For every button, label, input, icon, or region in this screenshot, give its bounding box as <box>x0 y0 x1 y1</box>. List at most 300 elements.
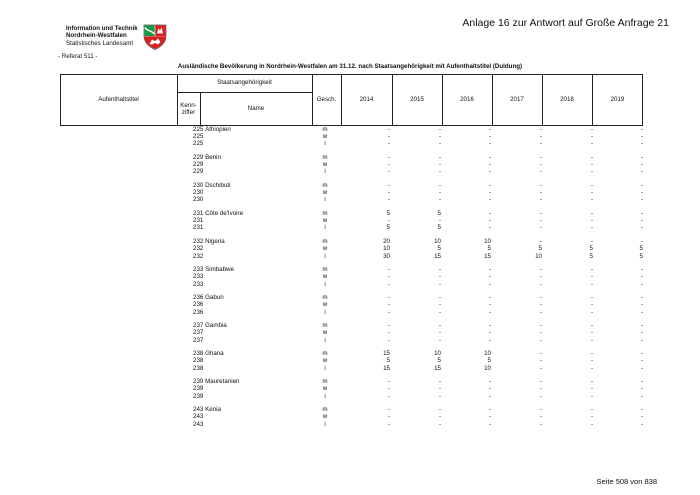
value-cell-2018: - <box>590 364 593 372</box>
col-year-2017: 2017 <box>510 96 524 104</box>
country-code: 236 <box>193 293 204 301</box>
value-cell-2019: - <box>640 357 643 365</box>
value-cell-2014: - <box>387 153 390 161</box>
col-staatsangehoerigkeit: Staatsangehörigkeit <box>217 79 272 87</box>
value-cell-2014: - <box>387 125 390 133</box>
country-code: 231 <box>193 217 204 225</box>
value-cell-2015: 15 <box>434 364 441 372</box>
value-cell-2019: - <box>640 196 643 204</box>
value-cell-2017: - <box>539 189 542 196</box>
col-year-2015: 2015 <box>410 96 424 104</box>
country-code-name <box>193 154 221 161</box>
table-row <box>0 210 700 217</box>
table-row <box>0 217 700 224</box>
value-cell-2015: - <box>438 140 441 148</box>
value-cell-2016: - <box>488 329 491 337</box>
value-cell-2017: - <box>539 209 542 217</box>
country-name: Ghana <box>205 349 224 357</box>
country-name: Äthiopien <box>205 125 231 133</box>
value-cell-2019: - <box>640 406 643 413</box>
value-cell-2019: - <box>640 321 643 329</box>
value-cell-2016: 10 <box>484 349 491 357</box>
value-cell-2015: - <box>438 160 441 168</box>
value-cell-2019: - <box>640 385 643 393</box>
value-cell-2014: - <box>387 140 390 148</box>
value-cell-2019: - <box>640 329 643 337</box>
sex-cell: m <box>322 377 328 385</box>
value-cell-2015: 5 <box>437 245 441 253</box>
value-cell-2016: - <box>488 153 491 161</box>
country-code-name <box>193 210 243 217</box>
value-cell-2018: - <box>590 189 593 196</box>
value-cell-2016: - <box>488 392 491 400</box>
value-cell-2016: - <box>488 217 491 225</box>
value-cell-2017: - <box>539 413 542 421</box>
value-cell-2018: - <box>590 336 593 344</box>
value-cell-2019: - <box>640 308 643 316</box>
sex-cell: i <box>324 308 326 316</box>
table-row <box>0 365 700 372</box>
value-cell-2015: - <box>438 308 441 316</box>
value-cell-2014: - <box>387 132 390 140</box>
value-cell-2015: - <box>438 385 441 393</box>
value-cell-2014: 5 <box>386 357 390 365</box>
value-cell-2018: - <box>590 293 593 301</box>
country-name: Côte de'Ivoire <box>205 209 244 217</box>
sex-cell: m <box>322 265 328 273</box>
country-code: 229 <box>193 153 204 161</box>
value-cell-2017: - <box>539 377 542 385</box>
value-cell-2016: - <box>488 181 491 189</box>
col-year-2014: 2014 <box>359 96 374 104</box>
value-cell-2017: 10 <box>535 252 542 260</box>
table-row <box>0 161 700 168</box>
value-cell-2014: - <box>387 392 390 400</box>
country-code: 230 <box>193 189 204 196</box>
sex-cell: w <box>322 329 328 337</box>
table-row <box>0 168 700 175</box>
country-code: 233 <box>193 273 204 281</box>
value-cell-2015: - <box>438 125 441 133</box>
country-code: 243 <box>193 413 204 421</box>
value-cell-2014: - <box>387 321 390 329</box>
country-code-name <box>193 406 221 413</box>
country-code: 232 <box>193 237 204 245</box>
value-cell-2014: - <box>387 196 390 204</box>
value-cell-2015: - <box>438 189 441 196</box>
table-row <box>0 309 700 316</box>
value-cell-2015: - <box>438 168 441 176</box>
value-cell-2017: - <box>539 125 542 133</box>
value-cell-2018: - <box>590 265 593 273</box>
sex-cell: i <box>324 224 326 232</box>
table-row <box>0 301 700 308</box>
value-cell-2014: - <box>387 385 390 393</box>
value-cell-2016: 5 <box>487 245 491 253</box>
table-row <box>0 337 700 344</box>
country-name: Benin <box>205 153 221 161</box>
value-cell-2016: 5 <box>487 357 491 365</box>
value-cell-2014: - <box>387 181 390 189</box>
value-cell-2016: - <box>488 406 491 413</box>
value-cell-2016: - <box>488 420 491 428</box>
value-cell-2017: - <box>539 168 542 176</box>
table-title: Ausländische Bevölkerung in Nordrhein-Westfalen am 31.12. nach Staatsangehörigkeit mit Aufenthaltstitel (Duldung) <box>177 63 523 70</box>
country-code: 230 <box>193 181 204 189</box>
table-row <box>0 281 700 288</box>
value-cell-2015: - <box>438 265 441 273</box>
sex-cell: w <box>322 273 328 281</box>
value-cell-2015: - <box>438 153 441 161</box>
value-cell-2014: - <box>387 265 390 273</box>
value-cell-2015: - <box>438 329 441 337</box>
value-cell-2014: - <box>387 308 390 316</box>
value-cell-2019: - <box>640 181 643 189</box>
value-cell-2014: 15 <box>383 364 390 372</box>
sex-cell: i <box>324 336 326 344</box>
value-cell-2017: - <box>539 329 542 337</box>
sex-cell: m <box>322 406 328 413</box>
col-year-2016: 2016 <box>460 96 474 104</box>
value-cell-2015: - <box>438 301 441 309</box>
referat-label: - Referat 511 - <box>58 53 98 60</box>
sex-cell: m <box>322 237 328 245</box>
value-cell-2016: - <box>488 132 491 140</box>
annex-title: Anlage 16 zur Antwort auf Große Anfrage 21 <box>462 17 669 29</box>
country-code: 243 <box>193 420 204 428</box>
country-code: 238 <box>193 357 204 365</box>
value-cell-2017: - <box>539 280 542 288</box>
value-cell-2015: - <box>438 293 441 301</box>
value-cell-2016: - <box>488 168 491 176</box>
country-code: 232 <box>193 252 204 260</box>
value-cell-2018: - <box>590 273 593 281</box>
value-cell-2014: 20 <box>383 237 390 245</box>
value-cell-2016: 10 <box>484 237 491 245</box>
table-row <box>0 322 700 329</box>
table-header <box>60 74 643 126</box>
table-row <box>0 133 700 140</box>
table-row <box>0 329 700 336</box>
value-cell-2015: 10 <box>434 237 441 245</box>
country-code: 233 <box>193 280 204 288</box>
value-cell-2019: - <box>640 301 643 309</box>
country-code-name <box>193 378 239 385</box>
country-code: 239 <box>193 385 204 393</box>
sex-cell: w <box>322 385 328 393</box>
country-name: Mauretanien <box>205 377 240 385</box>
value-cell-2019: - <box>640 237 643 245</box>
value-cell-2016: - <box>488 293 491 301</box>
country-code-name <box>193 350 224 357</box>
value-cell-2019: - <box>640 265 643 273</box>
value-cell-2015: - <box>438 392 441 400</box>
value-cell-2015: - <box>438 132 441 140</box>
country-code: 238 <box>193 349 204 357</box>
value-cell-2019: - <box>640 153 643 161</box>
sex-cell: i <box>324 168 326 176</box>
value-cell-2015: - <box>438 181 441 189</box>
value-cell-2019: - <box>640 140 643 148</box>
value-cell-2018: - <box>590 125 593 133</box>
country-name: Kenia <box>205 406 221 413</box>
country-code: 229 <box>193 160 204 168</box>
value-cell-2017: - <box>539 160 542 168</box>
value-cell-2019: 5 <box>639 245 643 253</box>
value-cell-2019: - <box>640 420 643 428</box>
country-code: 225 <box>193 140 204 148</box>
value-cell-2018: - <box>590 181 593 189</box>
sex-cell: m <box>322 321 328 329</box>
value-cell-2017: - <box>539 293 542 301</box>
value-cell-2019: - <box>640 280 643 288</box>
value-cell-2019: - <box>640 132 643 140</box>
value-cell-2017: - <box>539 406 542 413</box>
value-cell-2019: - <box>640 293 643 301</box>
org-logo-text <box>66 25 138 47</box>
value-cell-2014: - <box>387 189 390 196</box>
table-row <box>0 393 700 400</box>
value-cell-2014: - <box>387 336 390 344</box>
value-cell-2016: - <box>488 413 491 421</box>
country-code: 237 <box>193 329 204 337</box>
value-cell-2015: - <box>438 321 441 329</box>
table-row <box>0 413 700 420</box>
value-cell-2018: - <box>590 406 593 413</box>
sex-cell: w <box>322 413 328 421</box>
value-cell-2015: 10 <box>434 349 441 357</box>
value-cell-2016: 15 <box>484 252 491 260</box>
sex-cell: w <box>322 189 328 196</box>
sex-cell: w <box>322 160 328 168</box>
value-cell-2019: - <box>640 224 643 232</box>
value-cell-2019: - <box>640 336 643 344</box>
value-cell-2014: - <box>387 329 390 337</box>
country-code-name <box>193 238 225 245</box>
value-cell-2018: - <box>590 132 593 140</box>
value-cell-2014: - <box>387 301 390 309</box>
value-cell-2018: - <box>590 280 593 288</box>
value-cell-2018: - <box>590 357 593 365</box>
org-line-2: Nordrhein-Westfalen <box>66 32 127 40</box>
country-code: 225 <box>193 132 204 140</box>
country-name: Dschibuti <box>205 181 231 189</box>
country-code-name <box>193 294 224 301</box>
value-cell-2017: - <box>539 265 542 273</box>
value-cell-2018: - <box>590 301 593 309</box>
country-code: 233 <box>193 265 204 273</box>
nrw-coat-of-arms-icon <box>143 24 167 50</box>
table-row <box>0 294 700 301</box>
value-cell-2018: - <box>590 413 593 421</box>
value-cell-2018: - <box>590 168 593 176</box>
value-cell-2017: - <box>539 224 542 232</box>
col-year-2018: 2018 <box>560 96 574 104</box>
sex-cell: i <box>324 140 326 148</box>
value-cell-2017: - <box>539 237 542 245</box>
value-cell-2019: - <box>640 364 643 372</box>
sex-cell: w <box>322 301 328 309</box>
sex-cell: m <box>322 181 328 189</box>
country-code: 229 <box>193 168 204 176</box>
table-row <box>0 140 700 147</box>
value-cell-2017: - <box>539 308 542 316</box>
value-cell-2018: 5 <box>589 245 593 253</box>
value-cell-2016: - <box>488 377 491 385</box>
sex-cell: m <box>322 153 328 161</box>
value-cell-2014: - <box>387 420 390 428</box>
value-cell-2014: 10 <box>383 245 390 253</box>
value-cell-2019: - <box>640 392 643 400</box>
value-cell-2017: - <box>539 301 542 309</box>
table-row <box>0 238 700 245</box>
table-row <box>0 350 700 357</box>
value-cell-2015: - <box>438 280 441 288</box>
value-cell-2016: - <box>488 385 491 393</box>
sex-cell: i <box>324 392 326 400</box>
table-row <box>0 253 700 260</box>
table-row <box>0 357 700 364</box>
sex-cell: i <box>324 420 326 428</box>
country-code: 237 <box>193 321 204 329</box>
value-cell-2016: - <box>488 209 491 217</box>
country-code-name <box>193 126 231 133</box>
sex-cell: w <box>322 217 328 225</box>
country-name: Simbabwe <box>205 265 234 273</box>
country-code-name <box>193 182 231 189</box>
country-code: 225 <box>193 125 204 133</box>
value-cell-2014: - <box>387 160 390 168</box>
country-code: 239 <box>193 377 204 385</box>
sex-cell: i <box>324 364 326 372</box>
value-cell-2015: - <box>438 217 441 225</box>
sex-cell: m <box>322 125 328 133</box>
org-line-3: Statistisches Landesamt <box>66 39 134 47</box>
value-cell-2018: - <box>590 153 593 161</box>
value-cell-2014: - <box>387 280 390 288</box>
value-cell-2019: 5 <box>639 252 643 260</box>
value-cell-2016: - <box>488 265 491 273</box>
value-cell-2015: - <box>438 413 441 421</box>
value-cell-2017: - <box>539 196 542 204</box>
sex-cell: m <box>322 349 328 357</box>
table-row <box>0 154 700 161</box>
col-gesch: Gesch. <box>316 96 337 104</box>
value-cell-2019: - <box>640 273 643 281</box>
value-cell-2019: - <box>640 125 643 133</box>
value-cell-2014: 5 <box>386 209 390 217</box>
value-cell-2014: - <box>387 406 390 413</box>
value-cell-2017: - <box>539 420 542 428</box>
value-cell-2019: - <box>640 413 643 421</box>
table-row <box>0 182 700 189</box>
col-kennziffer: Kenn- ziffer <box>180 101 197 116</box>
value-cell-2018: - <box>590 420 593 428</box>
value-cell-2018: - <box>590 224 593 232</box>
value-cell-2018: - <box>590 308 593 316</box>
value-cell-2016: - <box>488 189 491 196</box>
country-code: 236 <box>193 301 204 309</box>
value-cell-2018: - <box>590 329 593 337</box>
table-row <box>0 245 700 252</box>
value-cell-2015: - <box>438 406 441 413</box>
value-cell-2016: - <box>488 224 491 232</box>
sex-cell: w <box>322 245 328 253</box>
value-cell-2019: - <box>640 168 643 176</box>
sex-cell: i <box>324 252 326 260</box>
value-cell-2017: - <box>539 364 542 372</box>
value-cell-2018: - <box>590 160 593 168</box>
table-row <box>0 189 700 196</box>
value-cell-2016: - <box>488 308 491 316</box>
value-cell-2018: - <box>590 196 593 204</box>
country-code: 232 <box>193 245 204 253</box>
value-cell-2018: - <box>590 217 593 225</box>
value-cell-2016: - <box>488 125 491 133</box>
table-row <box>0 385 700 392</box>
value-cell-2018: 5 <box>589 252 593 260</box>
table-row <box>0 266 700 273</box>
value-cell-2015: - <box>438 377 441 385</box>
value-cell-2016: - <box>488 336 491 344</box>
value-cell-2014: - <box>387 273 390 281</box>
country-name: Gabun <box>205 293 224 301</box>
country-code: 238 <box>193 364 204 372</box>
value-cell-2018: - <box>590 349 593 357</box>
org-line-1: Information und Technik <box>66 25 138 32</box>
value-cell-2017: - <box>539 153 542 161</box>
value-cell-2017: - <box>539 217 542 225</box>
value-cell-2014: 30 <box>383 252 390 260</box>
value-cell-2019: - <box>640 160 643 168</box>
value-cell-2015: 5 <box>437 209 441 217</box>
value-cell-2019: - <box>640 349 643 357</box>
country-code: 231 <box>193 224 204 232</box>
value-cell-2018: - <box>590 392 593 400</box>
value-cell-2017: - <box>539 140 542 148</box>
sex-cell: i <box>324 196 326 204</box>
value-cell-2016: - <box>488 273 491 281</box>
sex-cell: m <box>322 293 328 301</box>
table-row <box>0 196 700 203</box>
value-cell-2015: 5 <box>437 224 441 232</box>
value-cell-2014: - <box>387 293 390 301</box>
value-cell-2017: - <box>539 273 542 281</box>
country-name: Nigeria <box>205 237 225 245</box>
table-row <box>0 406 700 413</box>
country-code: 239 <box>193 392 204 400</box>
table-row <box>0 273 700 280</box>
value-cell-2018: - <box>590 377 593 385</box>
value-cell-2016: 10 <box>484 364 491 372</box>
value-cell-2017: - <box>539 385 542 393</box>
page-number: Seite 508 von 838 <box>596 477 657 486</box>
value-cell-2014: - <box>387 377 390 385</box>
col-year-2019: 2019 <box>610 96 625 104</box>
value-cell-2014: 5 <box>386 224 390 232</box>
value-cell-2017: - <box>539 357 542 365</box>
value-cell-2017: - <box>539 321 542 329</box>
value-cell-2014: - <box>387 217 390 225</box>
value-cell-2015: - <box>438 273 441 281</box>
value-cell-2015: - <box>438 196 441 204</box>
value-cell-2019: - <box>640 209 643 217</box>
value-cell-2016: - <box>488 160 491 168</box>
col-aufenthaltstitel: Aufenthaltstitel <box>98 96 139 104</box>
table-row <box>0 224 700 231</box>
table-row <box>0 126 700 133</box>
value-cell-2017: - <box>539 349 542 357</box>
